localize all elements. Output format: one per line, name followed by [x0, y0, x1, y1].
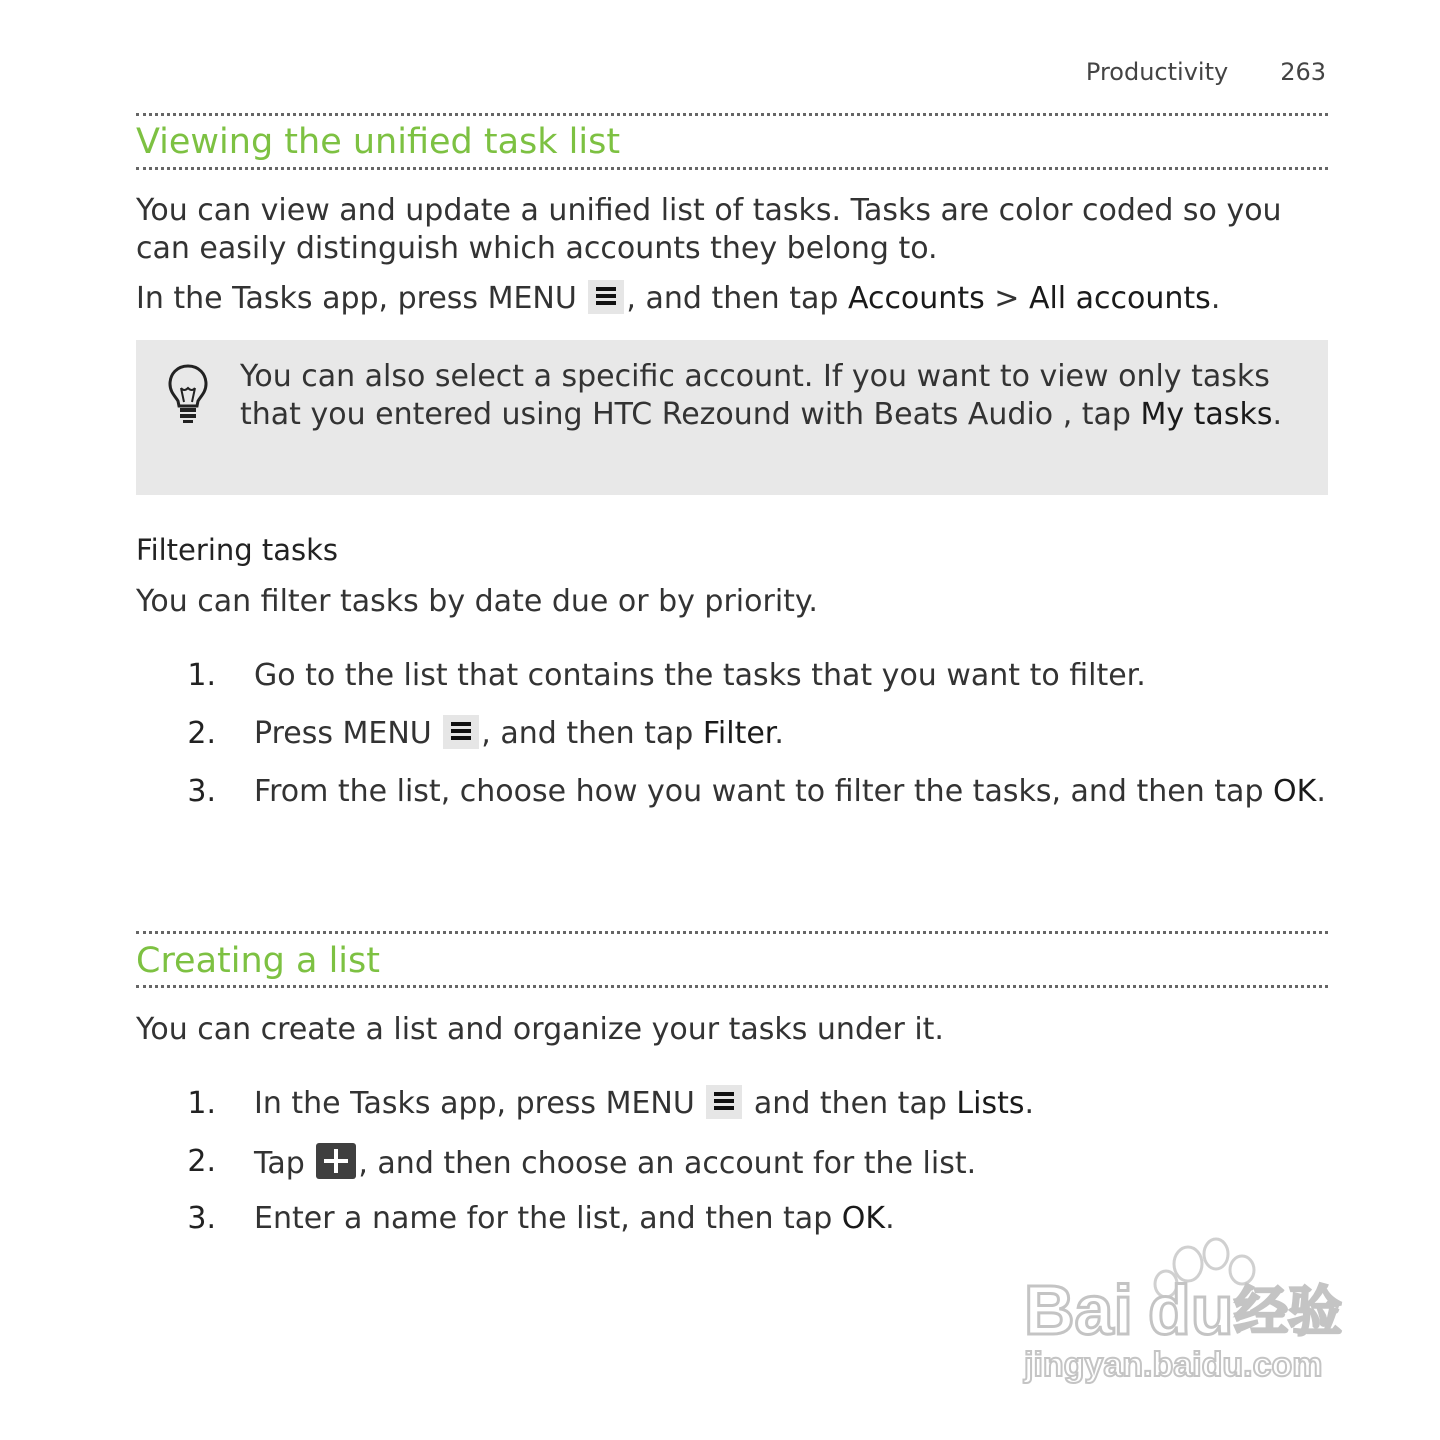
page-header — [1086, 58, 1326, 86]
menu-icon — [706, 1085, 742, 1119]
dotted-divider — [136, 931, 1328, 934]
ok-label: OK — [1273, 774, 1317, 809]
lightbulb-icon — [166, 362, 210, 430]
step-text — [254, 773, 1330, 811]
tip-text — [240, 358, 1310, 434]
step-text — [254, 715, 1330, 753]
step-number: 2. — [187, 1144, 216, 1179]
step-text: Go to the list that contains the tasks that you want to filter. — [254, 658, 1146, 693]
my-tasks-label: My tasks — [1140, 397, 1273, 432]
dotted-divider — [136, 113, 1328, 116]
watermark-brand: Bai — [1024, 1271, 1133, 1349]
section-intro: You can create a list and organize your tasks under it. — [136, 1012, 944, 1047]
ok-label: OK — [841, 1201, 886, 1236]
tip-body: You can also select a specific account. If you want to view only tasks that you entered using HTC Rezound with Beats Audio , tap — [240, 359, 1270, 432]
filtering-intro: You can filter tasks by date due or by priority. — [136, 584, 818, 619]
watermark-url: jingyan.baidu.com — [1024, 1346, 1323, 1384]
menu-icon — [588, 280, 624, 314]
step-text-part: From the list, choose how you want to filter the tasks, and then tap — [254, 774, 1274, 809]
step-number: 2. — [187, 716, 216, 751]
instruction-line — [136, 280, 1328, 318]
step-text-part: Enter a name for the list, and then tap — [254, 1201, 842, 1236]
dotted-divider — [136, 985, 1328, 988]
lists-label: Lists — [956, 1086, 1025, 1121]
period: . — [1210, 281, 1221, 316]
section-title-unified-task-list: Viewing the unified task list — [136, 122, 621, 162]
step-number: 3. — [187, 774, 216, 809]
step-number: 3. — [187, 1201, 216, 1236]
accounts-label: Accounts — [847, 281, 985, 316]
instruction-text: , and then tap — [626, 281, 848, 316]
step-text-part: Tap — [254, 1146, 305, 1181]
instruction-text: In the Tasks app, press MENU — [136, 281, 577, 316]
step-text-part: Press MENU — [254, 716, 432, 751]
step-text-part: In the Tasks app, press MENU — [254, 1086, 695, 1121]
tip-box — [136, 340, 1328, 495]
period: . — [1316, 774, 1326, 809]
separator: > — [984, 281, 1029, 316]
filter-label: Filter — [702, 716, 775, 751]
period: . — [1024, 1086, 1035, 1121]
period: . — [1272, 397, 1282, 432]
period: . — [885, 1201, 895, 1236]
step-number: 1. — [187, 1086, 216, 1121]
plus-icon — [316, 1143, 356, 1179]
menu-icon — [443, 715, 479, 749]
step-number: 1. — [187, 658, 216, 693]
watermark-brand2: du — [1148, 1271, 1234, 1349]
step-text-part: and then tap — [744, 1086, 957, 1121]
period: . — [774, 716, 784, 751]
all-accounts-label: All accounts — [1028, 281, 1211, 316]
baidu-watermark — [1020, 1230, 1360, 1390]
section-label: Productivity — [1085, 58, 1229, 86]
section-title-creating-list: Creating a list — [136, 941, 380, 981]
page-number: 263 — [1280, 58, 1326, 86]
subsection-title-filtering: Filtering tasks — [136, 533, 339, 567]
step-text — [254, 1143, 1330, 1183]
step-text — [254, 1085, 1330, 1123]
step-text-part: , and then choose an account for the list. — [358, 1146, 977, 1181]
section-intro: You can view and update a unified list of tasks. Tasks are color coded so you can easily distinguish which accounts they belong to. — [136, 193, 1282, 266]
dotted-divider — [136, 167, 1328, 170]
step-text-part: , and then tap — [481, 716, 703, 751]
watermark-cn: 经验 — [1234, 1280, 1342, 1343]
